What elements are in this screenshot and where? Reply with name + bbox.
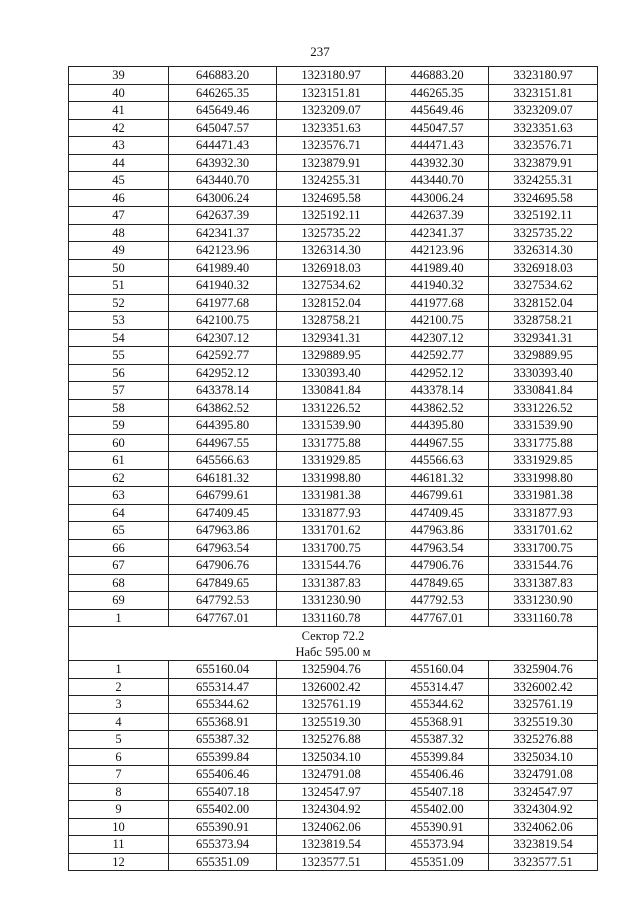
y-local-cell: 1325761.19	[277, 696, 386, 714]
table-row	[69, 713, 598, 731]
y-local-cell: 1323879.91	[277, 154, 386, 172]
table-row	[69, 67, 598, 85]
x-local-cell: 644471.43	[169, 137, 277, 155]
y-msk-cell: 3325276.88	[489, 731, 598, 749]
x-local-cell: 642952.12	[169, 364, 277, 382]
point-number-cell: 65	[69, 522, 169, 540]
x-msk-cell: 443006.24	[386, 189, 489, 207]
y-msk-cell: 3324062.06	[489, 818, 598, 836]
y-msk-cell: 3331544.76	[489, 557, 598, 575]
x-msk-cell: 455387.32	[386, 731, 489, 749]
y-msk-cell: 3324547.97	[489, 783, 598, 801]
y-local-cell: 1326918.03	[277, 259, 386, 277]
y-msk-cell: 3330393.40	[489, 364, 598, 382]
y-msk-cell: 3323209.07	[489, 102, 598, 120]
point-number-cell: 39	[69, 67, 169, 85]
y-local-cell: 1327534.62	[277, 277, 386, 295]
y-msk-cell: 3331387.83	[489, 574, 598, 592]
point-number-cell: 11	[69, 836, 169, 854]
x-msk-cell: 441977.68	[386, 294, 489, 312]
y-local-cell: 1331544.76	[277, 557, 386, 575]
table-row	[69, 853, 598, 871]
y-local-cell: 1331929.85	[277, 452, 386, 470]
y-local-cell: 1331981.38	[277, 487, 386, 505]
table-row	[69, 783, 598, 801]
point-number-cell: 59	[69, 417, 169, 435]
x-local-cell: 655399.84	[169, 748, 277, 766]
x-msk-cell: 442341.37	[386, 224, 489, 242]
coordinates-block-1	[69, 67, 598, 627]
coordinates-table	[68, 66, 598, 871]
y-msk-cell: 3331775.88	[489, 434, 598, 452]
coordinates-block-2	[69, 661, 598, 871]
point-number-cell: 4	[69, 713, 169, 731]
x-msk-cell: 455368.91	[386, 713, 489, 731]
y-local-cell: 1328758.21	[277, 312, 386, 330]
y-msk-cell: 3331160.78	[489, 609, 598, 627]
point-number-cell: 68	[69, 574, 169, 592]
table-row	[69, 329, 598, 347]
y-msk-cell: 3331539.90	[489, 417, 598, 435]
y-local-cell: 1325519.30	[277, 713, 386, 731]
point-number-cell: 62	[69, 469, 169, 487]
point-number-cell: 58	[69, 399, 169, 417]
table-row	[69, 172, 598, 190]
x-msk-cell: 446265.35	[386, 84, 489, 102]
point-number-cell: 12	[69, 853, 169, 871]
x-local-cell: 647792.53	[169, 592, 277, 610]
x-msk-cell: 447767.01	[386, 609, 489, 627]
point-number-cell: 9	[69, 801, 169, 819]
table-row	[69, 294, 598, 312]
x-msk-cell: 447792.53	[386, 592, 489, 610]
y-local-cell: 1331539.90	[277, 417, 386, 435]
y-msk-cell: 3328152.04	[489, 294, 598, 312]
table-row	[69, 154, 598, 172]
table-row	[69, 574, 598, 592]
x-local-cell: 643378.14	[169, 382, 277, 400]
x-msk-cell: 442952.12	[386, 364, 489, 382]
point-number-cell: 41	[69, 102, 169, 120]
y-msk-cell: 3331226.52	[489, 399, 598, 417]
table-row	[69, 818, 598, 836]
x-local-cell: 647963.86	[169, 522, 277, 540]
x-msk-cell: 455351.09	[386, 853, 489, 871]
x-local-cell: 642100.75	[169, 312, 277, 330]
y-local-cell: 1328152.04	[277, 294, 386, 312]
y-msk-cell: 3323577.51	[489, 853, 598, 871]
x-local-cell: 645566.63	[169, 452, 277, 470]
table-row	[69, 347, 598, 365]
x-local-cell: 647906.76	[169, 557, 277, 575]
y-local-cell: 1331877.93	[277, 504, 386, 522]
point-number-cell: 53	[69, 312, 169, 330]
y-msk-cell: 3324304.92	[489, 801, 598, 819]
y-msk-cell: 3330841.84	[489, 382, 598, 400]
table-row	[69, 434, 598, 452]
y-msk-cell: 3325761.19	[489, 696, 598, 714]
table-row	[69, 207, 598, 225]
y-msk-cell: 3323819.54	[489, 836, 598, 854]
x-local-cell: 646265.35	[169, 84, 277, 102]
y-msk-cell: 3327534.62	[489, 277, 598, 295]
y-msk-cell: 3329889.95	[489, 347, 598, 365]
y-msk-cell: 3325735.22	[489, 224, 598, 242]
y-local-cell: 1330841.84	[277, 382, 386, 400]
y-local-cell: 1329341.31	[277, 329, 386, 347]
x-local-cell: 655368.91	[169, 713, 277, 731]
point-number-cell: 2	[69, 678, 169, 696]
point-number-cell: 52	[69, 294, 169, 312]
y-msk-cell: 3326918.03	[489, 259, 598, 277]
x-local-cell: 642307.12	[169, 329, 277, 347]
point-number-cell: 1	[69, 609, 169, 627]
x-local-cell: 645047.57	[169, 119, 277, 137]
point-number-cell: 45	[69, 172, 169, 190]
point-number-cell: 66	[69, 539, 169, 557]
x-local-cell: 642123.96	[169, 242, 277, 260]
x-msk-cell: 445566.63	[386, 452, 489, 470]
x-msk-cell: 455402.00	[386, 801, 489, 819]
table-row	[69, 189, 598, 207]
table-row	[69, 836, 598, 854]
y-msk-cell: 3331998.80	[489, 469, 598, 487]
point-number-cell: 64	[69, 504, 169, 522]
y-msk-cell: 3324791.08	[489, 766, 598, 784]
x-local-cell: 647409.45	[169, 504, 277, 522]
point-number-cell: 10	[69, 818, 169, 836]
x-local-cell: 655373.94	[169, 836, 277, 854]
x-msk-cell: 447963.54	[386, 539, 489, 557]
x-msk-cell: 444395.80	[386, 417, 489, 435]
table-row	[69, 696, 598, 714]
x-msk-cell: 444471.43	[386, 137, 489, 155]
y-local-cell: 1323576.71	[277, 137, 386, 155]
point-number-cell: 50	[69, 259, 169, 277]
point-number-cell: 3	[69, 696, 169, 714]
x-local-cell: 646181.32	[169, 469, 277, 487]
y-local-cell: 1324255.31	[277, 172, 386, 190]
point-number-cell: 40	[69, 84, 169, 102]
point-number-cell: 47	[69, 207, 169, 225]
x-msk-cell: 442307.12	[386, 329, 489, 347]
x-local-cell: 646883.20	[169, 67, 277, 85]
point-number-cell: 56	[69, 364, 169, 382]
y-msk-cell: 3331701.62	[489, 522, 598, 540]
y-local-cell: 1326314.30	[277, 242, 386, 260]
table-row	[69, 399, 598, 417]
point-number-cell: 54	[69, 329, 169, 347]
x-local-cell: 642341.37	[169, 224, 277, 242]
x-local-cell: 642592.77	[169, 347, 277, 365]
y-msk-cell: 3324695.58	[489, 189, 598, 207]
table-row	[69, 661, 598, 679]
x-local-cell: 655407.18	[169, 783, 277, 801]
y-local-cell: 1324547.97	[277, 783, 386, 801]
point-number-cell: 5	[69, 731, 169, 749]
table-row	[69, 119, 598, 137]
point-number-cell: 51	[69, 277, 169, 295]
x-local-cell: 644395.80	[169, 417, 277, 435]
y-msk-cell: 3331877.93	[489, 504, 598, 522]
x-local-cell: 655390.91	[169, 818, 277, 836]
x-msk-cell: 455407.18	[386, 783, 489, 801]
y-msk-cell: 3323151.81	[489, 84, 598, 102]
table-row	[69, 801, 598, 819]
y-msk-cell: 3325192.11	[489, 207, 598, 225]
table-row	[69, 487, 598, 505]
table-row	[69, 522, 598, 540]
section-header-group	[69, 627, 598, 661]
table-row	[69, 382, 598, 400]
x-local-cell: 655314.47	[169, 678, 277, 696]
x-msk-cell: 445047.57	[386, 119, 489, 137]
y-msk-cell: 3326002.42	[489, 678, 598, 696]
point-number-cell: 46	[69, 189, 169, 207]
x-local-cell: 645649.46	[169, 102, 277, 120]
point-number-cell: 42	[69, 119, 169, 137]
table-row	[69, 557, 598, 575]
table-row	[69, 609, 598, 627]
y-msk-cell: 3325519.30	[489, 713, 598, 731]
y-msk-cell: 3323180.97	[489, 67, 598, 85]
y-local-cell: 1323577.51	[277, 853, 386, 871]
x-msk-cell: 446181.32	[386, 469, 489, 487]
x-local-cell: 641940.32	[169, 277, 277, 295]
y-local-cell: 1323209.07	[277, 102, 386, 120]
y-local-cell: 1324695.58	[277, 189, 386, 207]
x-local-cell: 655344.62	[169, 696, 277, 714]
y-local-cell: 1323180.97	[277, 67, 386, 85]
point-number-cell: 8	[69, 783, 169, 801]
y-local-cell: 1325192.11	[277, 207, 386, 225]
x-local-cell: 646799.61	[169, 487, 277, 505]
point-number-cell: 7	[69, 766, 169, 784]
section-height: Набс 595.00 м	[295, 644, 371, 659]
y-local-cell: 1324791.08	[277, 766, 386, 784]
table-row	[69, 84, 598, 102]
x-msk-cell: 447963.86	[386, 522, 489, 540]
y-msk-cell: 3325034.10	[489, 748, 598, 766]
y-local-cell: 1331775.88	[277, 434, 386, 452]
x-msk-cell: 455344.62	[386, 696, 489, 714]
y-msk-cell: 3325904.76	[489, 661, 598, 679]
x-msk-cell: 442592.77	[386, 347, 489, 365]
x-msk-cell: 446799.61	[386, 487, 489, 505]
table-row	[69, 539, 598, 557]
table-row	[69, 748, 598, 766]
table-row	[69, 592, 598, 610]
table-row	[69, 452, 598, 470]
y-local-cell: 1331230.90	[277, 592, 386, 610]
table-row	[69, 766, 598, 784]
y-local-cell: 1326002.42	[277, 678, 386, 696]
x-local-cell: 641989.40	[169, 259, 277, 277]
y-local-cell: 1325735.22	[277, 224, 386, 242]
x-local-cell: 642637.39	[169, 207, 277, 225]
y-local-cell: 1323351.63	[277, 119, 386, 137]
section-header-row	[69, 627, 598, 661]
x-msk-cell: 447409.45	[386, 504, 489, 522]
table-row	[69, 242, 598, 260]
x-msk-cell: 443440.70	[386, 172, 489, 190]
x-msk-cell: 442100.75	[386, 312, 489, 330]
x-msk-cell: 455373.94	[386, 836, 489, 854]
x-local-cell: 641977.68	[169, 294, 277, 312]
table-row	[69, 678, 598, 696]
x-local-cell: 647849.65	[169, 574, 277, 592]
x-local-cell: 647963.54	[169, 539, 277, 557]
y-msk-cell: 3324255.31	[489, 172, 598, 190]
x-msk-cell: 446883.20	[386, 67, 489, 85]
section-title: Сектор 72.2	[301, 628, 365, 643]
table-row	[69, 259, 598, 277]
y-msk-cell: 3323879.91	[489, 154, 598, 172]
table-row	[69, 224, 598, 242]
y-local-cell: 1331998.80	[277, 469, 386, 487]
table-row	[69, 504, 598, 522]
table-row	[69, 312, 598, 330]
y-msk-cell: 3323351.63	[489, 119, 598, 137]
y-local-cell: 1323819.54	[277, 836, 386, 854]
x-msk-cell: 447906.76	[386, 557, 489, 575]
y-local-cell: 1331160.78	[277, 609, 386, 627]
point-number-cell: 60	[69, 434, 169, 452]
y-local-cell: 1325034.10	[277, 748, 386, 766]
x-msk-cell: 447849.65	[386, 574, 489, 592]
y-msk-cell: 3326314.30	[489, 242, 598, 260]
y-msk-cell: 3331981.38	[489, 487, 598, 505]
x-local-cell: 655160.04	[169, 661, 277, 679]
y-local-cell: 1323151.81	[277, 84, 386, 102]
x-msk-cell: 441989.40	[386, 259, 489, 277]
y-local-cell: 1331700.75	[277, 539, 386, 557]
y-msk-cell: 3328758.21	[489, 312, 598, 330]
point-number-cell: 61	[69, 452, 169, 470]
x-local-cell: 643862.52	[169, 399, 277, 417]
y-local-cell: 1324062.06	[277, 818, 386, 836]
y-local-cell: 1325276.88	[277, 731, 386, 749]
x-local-cell: 655351.09	[169, 853, 277, 871]
table-row	[69, 137, 598, 155]
y-local-cell: 1329889.95	[277, 347, 386, 365]
x-msk-cell: 442637.39	[386, 207, 489, 225]
point-number-cell: 67	[69, 557, 169, 575]
x-local-cell: 643440.70	[169, 172, 277, 190]
point-number-cell: 69	[69, 592, 169, 610]
x-msk-cell: 444967.55	[386, 434, 489, 452]
point-number-cell: 1	[69, 661, 169, 679]
table-row	[69, 102, 598, 120]
y-local-cell: 1324304.92	[277, 801, 386, 819]
x-local-cell: 655402.00	[169, 801, 277, 819]
page-number: 237	[310, 44, 330, 59]
y-local-cell: 1325904.76	[277, 661, 386, 679]
y-local-cell: 1331701.62	[277, 522, 386, 540]
section-header	[69, 627, 598, 661]
y-local-cell: 1330393.40	[277, 364, 386, 382]
point-number-cell: 43	[69, 137, 169, 155]
y-msk-cell: 3331230.90	[489, 592, 598, 610]
x-local-cell: 644967.55	[169, 434, 277, 452]
y-local-cell: 1331226.52	[277, 399, 386, 417]
x-msk-cell: 455406.46	[386, 766, 489, 784]
table-row	[69, 469, 598, 487]
x-msk-cell: 442123.96	[386, 242, 489, 260]
point-number-cell: 63	[69, 487, 169, 505]
y-msk-cell: 3329341.31	[489, 329, 598, 347]
x-local-cell: 643006.24	[169, 189, 277, 207]
x-msk-cell: 455160.04	[386, 661, 489, 679]
y-msk-cell: 3331929.85	[489, 452, 598, 470]
table-row	[69, 277, 598, 295]
y-msk-cell: 3323576.71	[489, 137, 598, 155]
x-local-cell: 655406.46	[169, 766, 277, 784]
point-number-cell: 57	[69, 382, 169, 400]
table-row	[69, 731, 598, 749]
x-msk-cell: 443932.30	[386, 154, 489, 172]
x-msk-cell: 455390.91	[386, 818, 489, 836]
x-msk-cell: 455314.47	[386, 678, 489, 696]
point-number-cell: 44	[69, 154, 169, 172]
x-msk-cell: 455399.84	[386, 748, 489, 766]
table-row	[69, 417, 598, 435]
x-local-cell: 655387.32	[169, 731, 277, 749]
point-number-cell: 55	[69, 347, 169, 365]
table-row	[69, 364, 598, 382]
x-local-cell: 643932.30	[169, 154, 277, 172]
x-msk-cell: 443378.14	[386, 382, 489, 400]
point-number-cell: 49	[69, 242, 169, 260]
point-number-cell: 6	[69, 748, 169, 766]
x-msk-cell: 443862.52	[386, 399, 489, 417]
y-local-cell: 1331387.83	[277, 574, 386, 592]
y-msk-cell: 3331700.75	[489, 539, 598, 557]
point-number-cell: 48	[69, 224, 169, 242]
x-local-cell: 647767.01	[169, 609, 277, 627]
x-msk-cell: 445649.46	[386, 102, 489, 120]
x-msk-cell: 441940.32	[386, 277, 489, 295]
